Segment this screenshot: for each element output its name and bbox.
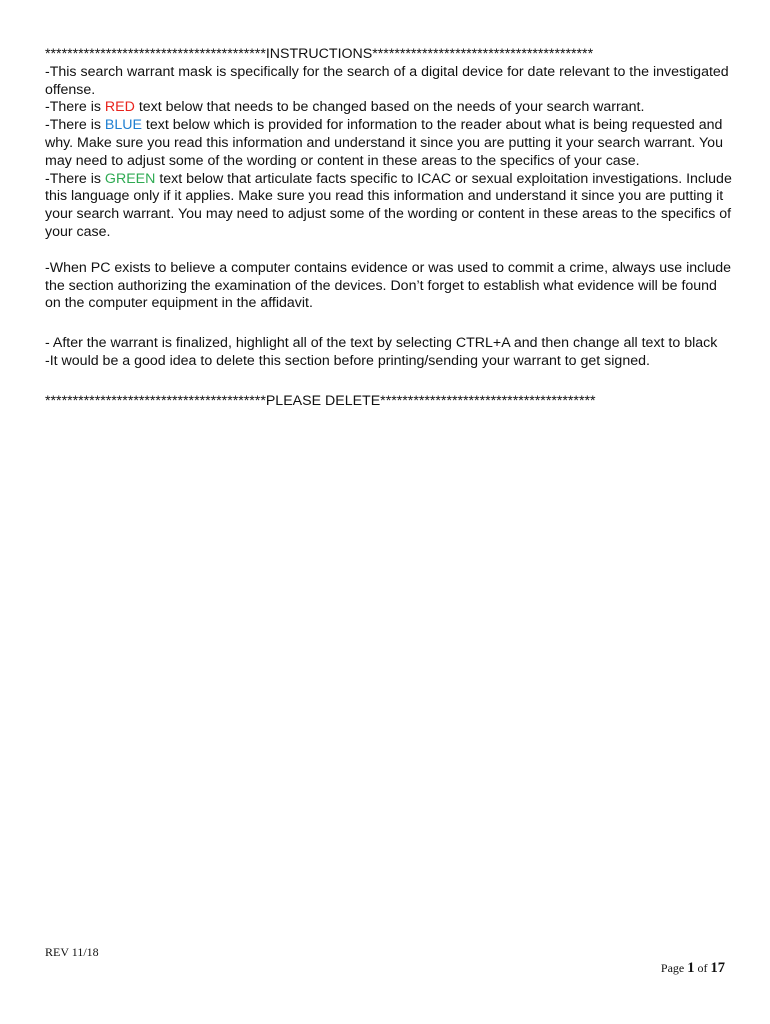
please-delete-banner: ****************************************PLEASE DELETE*************************************** bbox=[45, 392, 596, 409]
revision-label: REV 11/18 bbox=[45, 945, 99, 959]
page-label: Page bbox=[660, 961, 688, 975]
finalize-line: - After the warrant is finalized, highlight all of the text by selecting CTRL+A and then change all text to black bbox=[45, 335, 718, 352]
pc-paragraph: -When PC exists to believe a computer contains evidence or was used to commit a crime, always use include the section authorizing the examination of the devices. Don’t forget to establish what evidence will be found on the computer equipment in the affidavit. bbox=[45, 259, 732, 312]
green-word: GREEN bbox=[104, 170, 156, 187]
green-text-line bbox=[45, 171, 735, 242]
delete-line: -It would be a good idea to delete this section before printing/sending your warrant to get signed. bbox=[45, 352, 650, 369]
page-of: of bbox=[694, 961, 711, 975]
blue-text-line bbox=[45, 117, 735, 170]
spacer bbox=[45, 313, 735, 335]
red-prefix: -There is bbox=[45, 99, 105, 116]
red-text-line bbox=[45, 99, 735, 117]
page-current: 1 bbox=[687, 960, 695, 976]
page-number bbox=[661, 960, 725, 977]
spacer bbox=[45, 242, 735, 260]
instructions-section bbox=[45, 46, 735, 411]
instructions-header: ****************************************INSTRUCTIONS**************************************** bbox=[45, 46, 594, 62]
green-prefix: -There is bbox=[45, 170, 105, 187]
blue-suffix: text below which is provided for information to the reader about what is being requested and why. Make sure you read this information and understand it since you are putting it your search warrant. You may need to adjust some of the wording or content in these areas to the specifics of your case. bbox=[45, 117, 723, 169]
blue-word: BLUE bbox=[104, 117, 142, 134]
purpose-line: -This search warrant mask is specifically for the search of a digital device for date relevant to the investigated offense. bbox=[45, 63, 729, 98]
page-total: 17 bbox=[710, 960, 725, 976]
spacer bbox=[45, 371, 735, 393]
green-suffix: text below that articulate facts specific to ICAC or sexual exploitation investigations. Include this language only if it applies. Make sure you read this information and understand it since you are putting it your search warrant. You may need to adjust some of the wording or content in these areas to the specifics of your case. bbox=[45, 170, 732, 240]
blue-prefix: -There is bbox=[45, 117, 105, 134]
red-suffix: text below that needs to be changed based on the needs of your search warrant. bbox=[134, 99, 645, 116]
red-word: RED bbox=[104, 99, 135, 116]
